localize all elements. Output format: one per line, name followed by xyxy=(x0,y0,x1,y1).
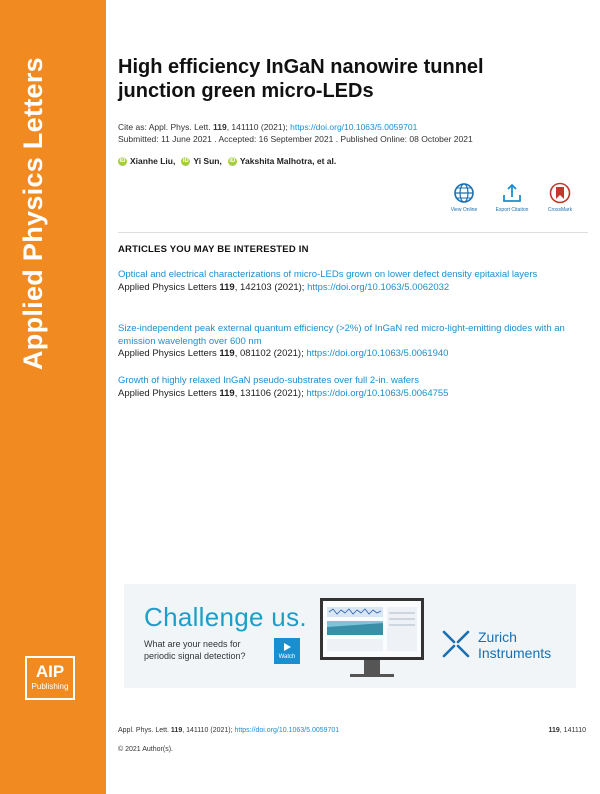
related-article xyxy=(118,323,586,361)
monitor-stand-base xyxy=(350,674,394,677)
related-article-citation: Applied Physics Letters 119, 142103 (2021); https://doi.org/10.1063/5.0062032 xyxy=(118,281,450,293)
export-citation-label: Export Citation xyxy=(495,207,529,213)
ad-brand-name: Zurich Instruments xyxy=(478,629,552,661)
orcid-icon: iD xyxy=(229,157,236,164)
export-citation-button[interactable] xyxy=(488,182,536,213)
export-icon xyxy=(501,182,523,204)
footer-page-ref: 119, 141110 xyxy=(548,727,586,734)
orcid-icon: iD xyxy=(119,157,126,164)
related-article-citation: Applied Physics Letters 119, 081102 (2021); https://doi.org/10.1063/5.0061940 xyxy=(118,348,449,359)
watch-label: Watch xyxy=(278,654,296,660)
monitor-image xyxy=(320,598,424,660)
publisher-logo-subtext: Publishing xyxy=(31,682,69,691)
related-article-doi-link[interactable]: https://doi.org/10.1063/5.0064755 xyxy=(306,387,449,399)
publisher-logo[interactable] xyxy=(25,656,75,700)
related-article-doi-link[interactable]: https://doi.org/10.1063/5.0062032 xyxy=(307,281,450,293)
article-doi-link[interactable]: https://doi.org/10.1063/5.0059701 xyxy=(290,122,418,132)
footer-doi-link[interactable]: https://doi.org/10.1063/5.0059701 xyxy=(234,727,340,734)
play-icon xyxy=(282,642,292,652)
journal-name: Applied Physics Letters xyxy=(18,57,48,370)
watch-button[interactable] xyxy=(274,638,300,664)
ad-headline: Challenge us. xyxy=(144,602,307,632)
author-item[interactable]: iD Yi Sun, xyxy=(182,156,222,166)
monitor-stand xyxy=(364,660,380,674)
cite-as-line: Cite as: Appl. Phys. Lett. 119, 141110 (2021); https://doi.org/10.1063/5.0059701 xyxy=(118,122,418,132)
related-article-title[interactable]: Growth of highly relaxed InGaN pseudo-substrates over full 2-in. wafers xyxy=(118,375,419,386)
author-list xyxy=(118,156,342,166)
orcid-icon: iD xyxy=(182,157,189,164)
related-articles-heading: ARTICLES YOU MAY BE INTERESTED IN xyxy=(118,244,309,255)
related-article-title[interactable]: Optical and electrical characterizations of micro-LEDs grown on lower defect density epitaxial layers xyxy=(118,269,538,280)
citation-meta xyxy=(118,121,578,145)
related-article xyxy=(118,375,586,400)
crossmark-icon xyxy=(549,182,571,204)
zurich-instruments-logo-icon xyxy=(442,630,470,658)
section-divider xyxy=(118,232,588,233)
related-article-doi-link[interactable]: https://doi.org/10.1063/5.0061940 xyxy=(306,348,449,359)
journal-sidebar xyxy=(0,0,106,794)
globe-icon xyxy=(453,182,475,204)
publication-dates: Submitted: 11 June 2021 . Accepted: 16 September 2021 . Published Online: 08 October 2021 xyxy=(118,134,473,144)
related-article xyxy=(118,269,586,294)
related-article-title[interactable]: Size-independent peak external quantum efficiency (>2%) of InGaN red micro-light-emitting diodes with an emission wavelength over 600 nm xyxy=(118,323,565,347)
ad-subtext: What are your needs for periodic signal detection? xyxy=(144,639,246,661)
signal-screenshot xyxy=(323,601,421,657)
crossmark-button[interactable] xyxy=(536,182,584,213)
page-footer: Appl. Phys. Lett. 119, 141110 (2021); https://doi.org/10.1063/5.0059701 119, 141110 xyxy=(118,727,586,734)
crossmark-label: CrossMark xyxy=(547,207,573,213)
author-item[interactable]: iD Xianhe Liu, xyxy=(119,156,176,166)
view-online-label: View Online xyxy=(450,207,478,213)
related-article-citation: Applied Physics Letters 119, 131106 (2021); https://doi.org/10.1063/5.0064755 xyxy=(118,387,449,399)
view-online-button[interactable] xyxy=(440,182,488,213)
author-item[interactable]: iD Yakshita Malhotra, et al. xyxy=(229,156,337,166)
article-actions xyxy=(440,182,584,213)
advertisement-banner[interactable] xyxy=(124,584,576,688)
publisher-logo-text: AIP xyxy=(35,662,65,681)
article-title: High efficiency InGaN nanowire tunnel junction green micro-LEDs xyxy=(118,56,484,102)
copyright-notice: © 2021 Author(s). xyxy=(118,746,173,753)
